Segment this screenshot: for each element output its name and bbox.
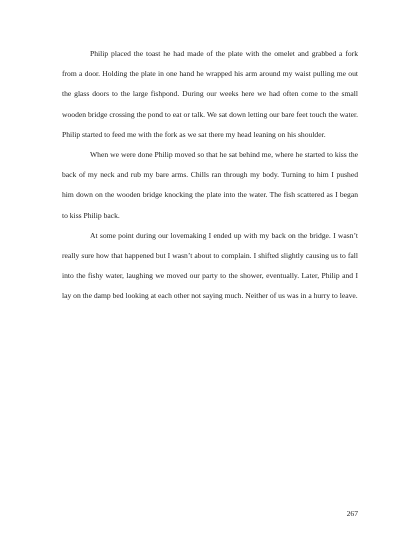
paragraph-2: When we were done Philip moved so that he sat behind me, where he started to kiss the back of my neck and rub my bare arms. Chills ran through my body. Turning to him I pushed him down on the wooden bridge knocking the plate into the water. The fish scattered as I began to kiss Philip back. bbox=[62, 150, 358, 220]
paragraph-3: At some point during our lovemaking I ended up with my back on the bridge. I wasn’t really sure how that happened but I wasn’t about to complain. I shifted slightly causing us to fall into the fishy water, laughing we moved our party to the shower, eventually. Later, Philip and I lay on the damp bed looking at each other not saying much. Neither of us was in a hurry to leave. bbox=[62, 230, 358, 301]
paragraph-1: Philip placed the toast he had made of the plate with the omelet and grabbed a fork from a door. Holding the plate in one hand he wrapped his arm around my waist pulling me out the glass doors to the large fishpond. During our weeks here we had often come to the small wooden bridge crossing the pond to eat or talk. We sat down letting our bare feet touch the water. Philip started to feed me with the fork as we sat there my head leaning on his shoulder. bbox=[62, 49, 358, 139]
body-text bbox=[62, 44, 358, 307]
page-number: 267 bbox=[346, 509, 358, 518]
